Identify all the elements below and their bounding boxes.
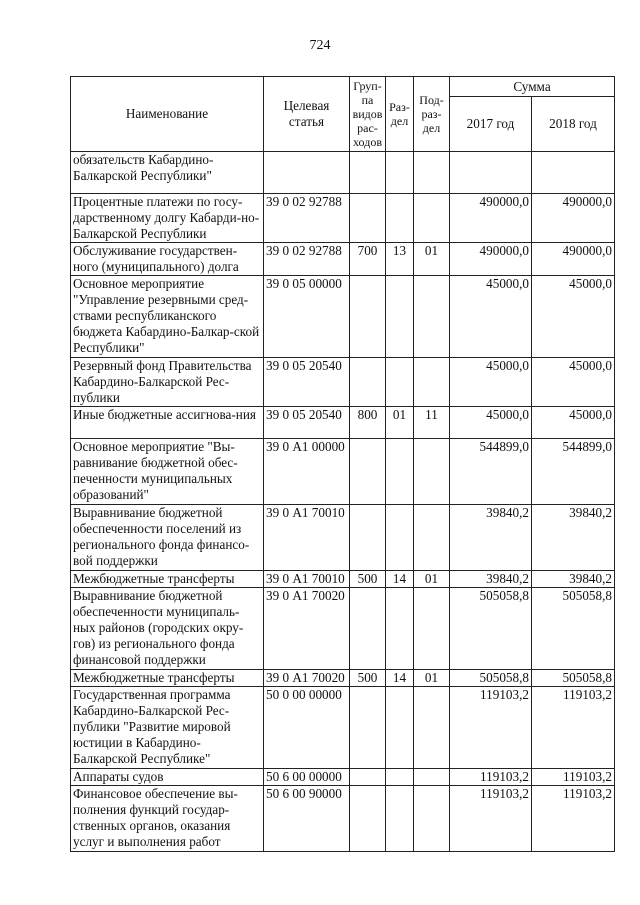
row-group bbox=[350, 687, 386, 769]
row-subsection bbox=[414, 588, 450, 670]
row-subsection bbox=[414, 786, 450, 852]
row-group bbox=[350, 439, 386, 505]
row-section bbox=[386, 687, 414, 769]
row-target-code: 39 0 А1 00000 bbox=[264, 439, 350, 505]
row-sum-2018: 505058,8 bbox=[532, 670, 615, 687]
row-name: Выравнивание бюджетной обеспеченности муниципаль-ных районов (городских окру-гов) из регионального фонда финансовой поддержки bbox=[71, 588, 264, 670]
row-sum-2017: 45000,0 bbox=[450, 276, 532, 358]
row-subsection bbox=[414, 505, 450, 571]
row-sum-2017: 544899,0 bbox=[450, 439, 532, 505]
row-subsection bbox=[414, 687, 450, 769]
row-sum-2017: 45000,0 bbox=[450, 407, 532, 439]
table-row bbox=[71, 439, 615, 505]
row-section bbox=[386, 505, 414, 571]
row-section: 13 bbox=[386, 243, 414, 276]
row-target-code: 39 0 А1 70010 bbox=[264, 505, 350, 571]
row-target-code bbox=[264, 152, 350, 194]
row-group: 700 bbox=[350, 243, 386, 276]
row-section bbox=[386, 769, 414, 786]
row-sum-2018 bbox=[532, 152, 615, 194]
row-target-code: 50 6 00 00000 bbox=[264, 769, 350, 786]
row-target-code: 39 0 05 20540 bbox=[264, 358, 350, 407]
row-group bbox=[350, 769, 386, 786]
row-sum-2018: 39840,2 bbox=[532, 571, 615, 588]
row-sum-2017: 39840,2 bbox=[450, 571, 532, 588]
table-row bbox=[71, 769, 615, 786]
row-sum-2017: 119103,2 bbox=[450, 786, 532, 852]
table-row bbox=[71, 407, 615, 439]
row-group bbox=[350, 786, 386, 852]
row-section: 14 bbox=[386, 670, 414, 687]
row-name: Основное мероприятие "Вы-равнивание бюджетной обес-печенности муниципальных образований" bbox=[71, 439, 264, 505]
row-group bbox=[350, 505, 386, 571]
header-target: Целевая статья bbox=[264, 77, 350, 152]
row-group bbox=[350, 152, 386, 194]
row-subsection bbox=[414, 769, 450, 786]
row-sum-2018: 490000,0 bbox=[532, 243, 615, 276]
row-subsection: 01 bbox=[414, 571, 450, 588]
row-name: Резервный фонд Правительства Кабардино-Балкарской Рес-публики bbox=[71, 358, 264, 407]
row-subsection bbox=[414, 152, 450, 194]
row-name: Обслуживание государствен-ного (муниципального) долга bbox=[71, 243, 264, 276]
row-section bbox=[386, 276, 414, 358]
row-sum-2018: 119103,2 bbox=[532, 687, 615, 769]
budget-table bbox=[70, 76, 615, 852]
row-group: 800 bbox=[350, 407, 386, 439]
row-sum-2018: 505058,8 bbox=[532, 588, 615, 670]
table-row bbox=[71, 786, 615, 852]
row-sum-2018: 39840,2 bbox=[532, 505, 615, 571]
row-sum-2017: 490000,0 bbox=[450, 194, 532, 243]
row-sum-2017: 45000,0 bbox=[450, 358, 532, 407]
row-sum-2017: 490000,0 bbox=[450, 243, 532, 276]
header-group: Груп-па видов рас-ходов bbox=[350, 77, 386, 152]
row-target-code: 39 0 02 92788 bbox=[264, 194, 350, 243]
row-section bbox=[386, 194, 414, 243]
row-subsection bbox=[414, 439, 450, 505]
row-subsection: 11 bbox=[414, 407, 450, 439]
row-group bbox=[350, 358, 386, 407]
row-section bbox=[386, 786, 414, 852]
row-name: Межбюджетные трансферты bbox=[71, 670, 264, 687]
row-sum-2018: 45000,0 bbox=[532, 276, 615, 358]
row-subsection: 01 bbox=[414, 670, 450, 687]
row-name: Процентные платежи по госу-дарственному долгу Кабарди-но-Балкарской Республики bbox=[71, 194, 264, 243]
row-name: Выравнивание бюджетной обеспеченности поселений из регионального фонда финансо-вой поддержки bbox=[71, 505, 264, 571]
row-name: Государственная программа Кабардино-Балкарской Рес-публики "Развитие мировой юстиции в Кабардино-Балкарской Республике" bbox=[71, 687, 264, 769]
row-section bbox=[386, 588, 414, 670]
row-subsection bbox=[414, 276, 450, 358]
row-name: Иные бюджетные ассигнова-ния bbox=[71, 407, 264, 439]
row-group: 500 bbox=[350, 670, 386, 687]
row-name: Основное мероприятие "Управление резервными сред-ствами республиканского бюджета Кабардино-Балкар-ской Республики" bbox=[71, 276, 264, 358]
table-row bbox=[71, 505, 615, 571]
row-name: Аппараты судов bbox=[71, 769, 264, 786]
row-target-code: 39 0 05 20540 bbox=[264, 407, 350, 439]
header-name: Наименование bbox=[71, 77, 264, 152]
header-2017: 2017 год bbox=[450, 97, 532, 152]
page-number: 724 bbox=[309, 38, 331, 53]
row-sum-2018: 490000,0 bbox=[532, 194, 615, 243]
table-row bbox=[71, 243, 615, 276]
row-section bbox=[386, 358, 414, 407]
table-row bbox=[71, 276, 615, 358]
row-subsection: 01 bbox=[414, 243, 450, 276]
row-group bbox=[350, 194, 386, 243]
table-row bbox=[71, 588, 615, 670]
row-section: 01 bbox=[386, 407, 414, 439]
row-name: Финансовое обеспечение вы-полнения функций государ-ственных органов, оказания услуг и выполнения работ bbox=[71, 786, 264, 852]
row-group: 500 bbox=[350, 571, 386, 588]
row-target-code: 50 6 00 90000 bbox=[264, 786, 350, 852]
row-sum-2017: 39840,2 bbox=[450, 505, 532, 571]
row-sum-2018: 45000,0 bbox=[532, 407, 615, 439]
row-name: обязательств Кабардино-Балкарской Республики" bbox=[71, 152, 264, 194]
row-target-code: 39 0 А1 70010 bbox=[264, 571, 350, 588]
row-target-code: 39 0 02 92788 bbox=[264, 243, 350, 276]
table-row bbox=[71, 571, 615, 588]
row-sum-2018: 119103,2 bbox=[532, 786, 615, 852]
row-target-code: 39 0 А1 70020 bbox=[264, 670, 350, 687]
row-target-code: 39 0 А1 70020 bbox=[264, 588, 350, 670]
row-section bbox=[386, 439, 414, 505]
row-sum-2017: 505058,8 bbox=[450, 670, 532, 687]
row-sum-2018: 544899,0 bbox=[532, 439, 615, 505]
row-sum-2018: 45000,0 bbox=[532, 358, 615, 407]
header-section: Раз-дел bbox=[386, 77, 414, 152]
row-sum-2017: 505058,8 bbox=[450, 588, 532, 670]
row-sum-2018: 119103,2 bbox=[532, 769, 615, 786]
header-subsection: Под-раз-дел bbox=[414, 77, 450, 152]
row-group bbox=[350, 588, 386, 670]
table-row bbox=[71, 687, 615, 769]
row-sum-2017: 119103,2 bbox=[450, 687, 532, 769]
row-group bbox=[350, 276, 386, 358]
header-2018: 2018 год bbox=[532, 97, 615, 152]
table-row bbox=[71, 358, 615, 407]
row-target-code: 39 0 05 00000 bbox=[264, 276, 350, 358]
table-row bbox=[71, 670, 615, 687]
row-sum-2017: 119103,2 bbox=[450, 769, 532, 786]
row-section: 14 bbox=[386, 571, 414, 588]
row-target-code: 50 0 00 00000 bbox=[264, 687, 350, 769]
header-sum: Сумма bbox=[450, 77, 615, 97]
table-row bbox=[71, 152, 615, 194]
row-subsection bbox=[414, 358, 450, 407]
row-subsection bbox=[414, 194, 450, 243]
row-name: Межбюджетные трансферты bbox=[71, 571, 264, 588]
row-sum-2017 bbox=[450, 152, 532, 194]
row-section bbox=[386, 152, 414, 194]
table-row bbox=[71, 194, 615, 243]
